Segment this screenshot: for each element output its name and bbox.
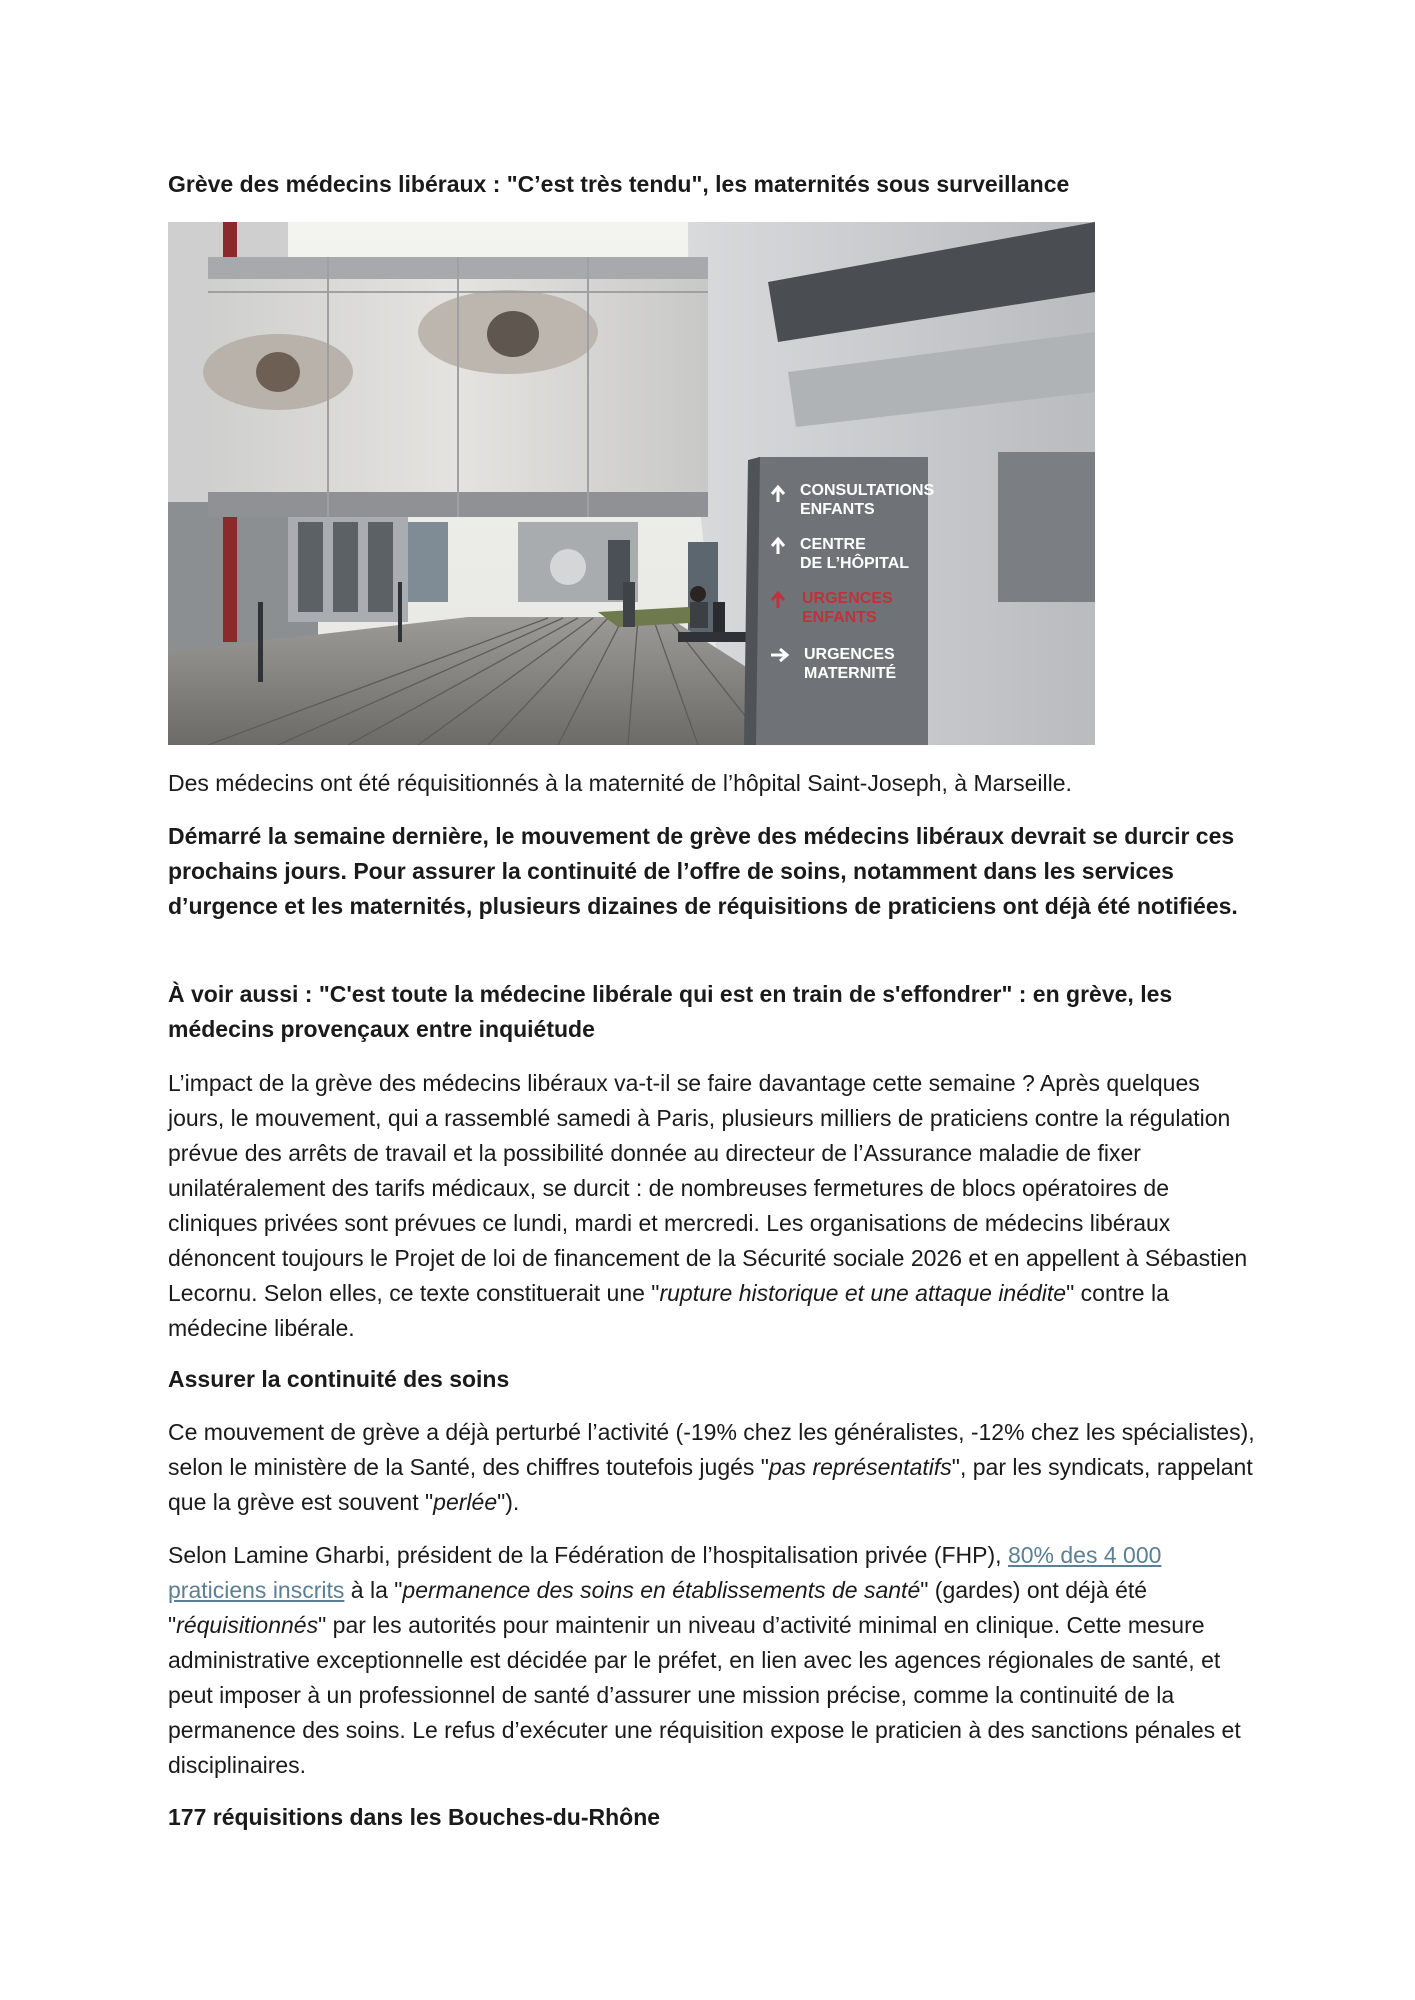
svg-text:ENFANTS: ENFANTS: [802, 609, 877, 626]
sign-line-urgences-enfants: URGENCES: [802, 590, 893, 607]
article-photo: [168, 222, 1095, 745]
see-also-link[interactable]: À voir aussi : "C'est toute la médecine libérale qui est en train de s'effondrer" : en grève, les médecins provençaux entre inquiétude: [168, 981, 1173, 1042]
svg-text:DE L’HÔPITAL: DE L’HÔPITAL: [800, 555, 910, 572]
article-title: Grève des médecins libéraux : "C’est très tendu", les maternités sous surveillance: [168, 171, 1070, 197]
subheading-continuite: Assurer la continuité des soins: [168, 1366, 510, 1392]
article-lead: Démarré la semaine dernière, le mouvement de grève des médecins libéraux devrait se durcir ces prochains jours. Pour assurer la continuité de l’offre de soins, notamment dans les services d’urgence et les maternités, plusieurs dizaines de réquisitions de praticiens ont déjà été notifiées.: [168, 823, 1238, 919]
svg-text:MATERNITÉ: MATERNITÉ: [804, 665, 897, 682]
paragraph-2: Ce mouvement de grève a déjà perturbé l’activité (-19% chez les généralistes, -12% chez les spécialistes), selon le ministère de la Santé, des chiffres toutefois jugés "pas représentatifs", par les syndicats, rappelant que la grève est souvent "perlée").: [168, 1419, 1255, 1515]
sign-line-urgences-maternite: URGENCES: [804, 646, 895, 663]
sign-line-centre: CENTRE: [800, 536, 866, 553]
praticiens-inscrits-link[interactable]: 80% des 4 000 praticiens inscrits: [168, 1542, 1162, 1603]
photo-caption: Des médecins ont été réquisitionnés à la maternité de l’hôpital Saint-Joseph, à Marseille.: [168, 770, 1072, 796]
paragraph-1: L’impact de la grève des médecins libéraux va-t-il se faire davantage cette semaine ? Après quelques jours, le mouvement, qui a rassemblé samedi à Paris, plusieurs milliers de praticiens contre la régulation prévue des arrêts de travail et la possibilité donnée au directeur de l’Assurance maladie de fixer unilatéralement des tarifs médicaux, se durcit : de nombreuses fermetures de blocs opératoires de cliniques privées sont prévues ce lundi, mardi et mercredi. Les organisations de médecins libéraux dénoncent toujours le Projet de loi de financement de la Sécurité sociale 2026 et en appellent à Sébastien Lecornu. Selon elles, ce texte constituerait une "rupture historique et une attaque inédite" contre la médecine libérale.: [168, 1070, 1248, 1341]
svg-text:ENFANTS: ENFANTS: [800, 501, 875, 518]
paragraph-3: Selon Lamine Gharbi, président de la Fédération de l’hospitalisation privée (FHP), 80% des 4 000 praticiens inscrits à la "permanence des soins en établissements de santé" (gardes) ont déjà été "réquisitionnés" par les autorités pour maintenir un niveau d’activité minimal en clinique. Cette mesure administrative exceptionnelle est décidée par le préfet, en lien avec les agences régionales de santé, et peut imposer à un professionnel de santé d’assurer une mission précise, comme la continuité de la permanence des soins. Le refus d’exécuter une réquisition expose le praticien à des sanctions pénales et disciplinaires.: [168, 1542, 1241, 1778]
sign-line-consultations: CONSULTATIONS: [800, 482, 935, 499]
subheading-requisitions: 177 réquisitions dans les Bouches-du-Rhône: [168, 1804, 661, 1830]
